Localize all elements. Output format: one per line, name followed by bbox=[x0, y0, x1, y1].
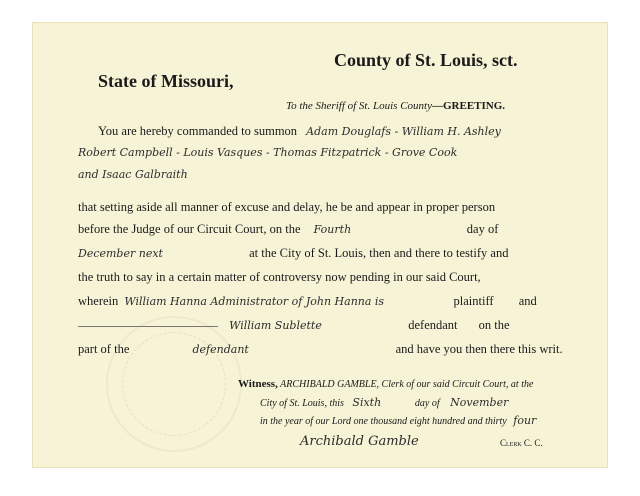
text-segment: at the City of St. Louis, then and there to testify and bbox=[249, 246, 509, 260]
text-segment: and have you then there this writ. bbox=[395, 342, 563, 356]
text-segment: City of St. Louis, this bbox=[260, 398, 344, 409]
text-segment: defendant bbox=[408, 318, 458, 332]
court-day: Fourth bbox=[313, 223, 352, 236]
defendant-name: William Sublette bbox=[229, 319, 322, 332]
text-segment: part of the bbox=[78, 342, 130, 356]
clerk-signature: Archibald Gamble bbox=[300, 434, 419, 449]
text-segment: day of bbox=[466, 222, 499, 236]
blank-line bbox=[78, 326, 218, 327]
party-role: defendant bbox=[192, 343, 249, 356]
summons-line bbox=[98, 124, 501, 139]
body-line-4: the truth to say in a certain matter of controversy now pending in our said Court, bbox=[78, 270, 481, 284]
summoned-names-3: and Isaac Galbraith bbox=[78, 168, 188, 181]
text-segment: on the bbox=[478, 318, 510, 332]
greeting: —GREETING. bbox=[431, 100, 506, 112]
text-segment: before the Judge of our Circuit Court, on the bbox=[78, 222, 301, 236]
text-segment: wherein bbox=[78, 294, 119, 308]
body-line-2 bbox=[78, 222, 498, 237]
embossed-seal bbox=[106, 316, 242, 452]
address-line bbox=[286, 100, 505, 112]
text-segment: in the year of our Lord one thousand eight hundred and thirty bbox=[260, 416, 507, 427]
witness-line-1 bbox=[238, 378, 533, 390]
witness-month: November bbox=[450, 396, 509, 409]
summons-intro: You are hereby commanded to summon bbox=[98, 124, 298, 138]
witness-line-3 bbox=[260, 414, 536, 427]
text-segment: plaintiff bbox=[453, 294, 494, 308]
body-line-5 bbox=[78, 294, 537, 309]
to-sheriff: To the Sheriff of St. Louis County bbox=[286, 100, 432, 112]
body-line-7 bbox=[78, 342, 563, 357]
summoned-names-2: Robert Campbell - Louis Vasques - Thomas Fitzpatrick - Grove Cook bbox=[78, 146, 458, 159]
court-month: December next bbox=[78, 247, 163, 260]
county-heading: County of St. Louis, sct. bbox=[334, 50, 518, 70]
clerk-title: Clerk C. C. bbox=[500, 438, 543, 448]
witness-day: Sixth bbox=[352, 396, 382, 409]
state-heading: State of Missouri, bbox=[98, 71, 234, 91]
body-line-1: that setting aside all manner of excuse and delay, he be and appear in proper person bbox=[78, 200, 496, 214]
summoned-names-1: Adam Douglafs - William H. Ashley bbox=[306, 125, 501, 138]
witness-text-1: ARCHIBALD GAMBLE, Clerk of our said Circuit Court, at the bbox=[280, 379, 534, 390]
body-line-3 bbox=[78, 246, 508, 261]
witness-year: four bbox=[513, 414, 537, 427]
text-segment: day of bbox=[414, 398, 440, 409]
body-line-6 bbox=[78, 318, 510, 333]
plaintiff-name: William Hanna Administrator of John Hanna is bbox=[124, 295, 385, 308]
witness-label: Witness, bbox=[238, 378, 278, 390]
witness-line-2 bbox=[260, 396, 508, 409]
text-segment: and bbox=[518, 294, 537, 308]
